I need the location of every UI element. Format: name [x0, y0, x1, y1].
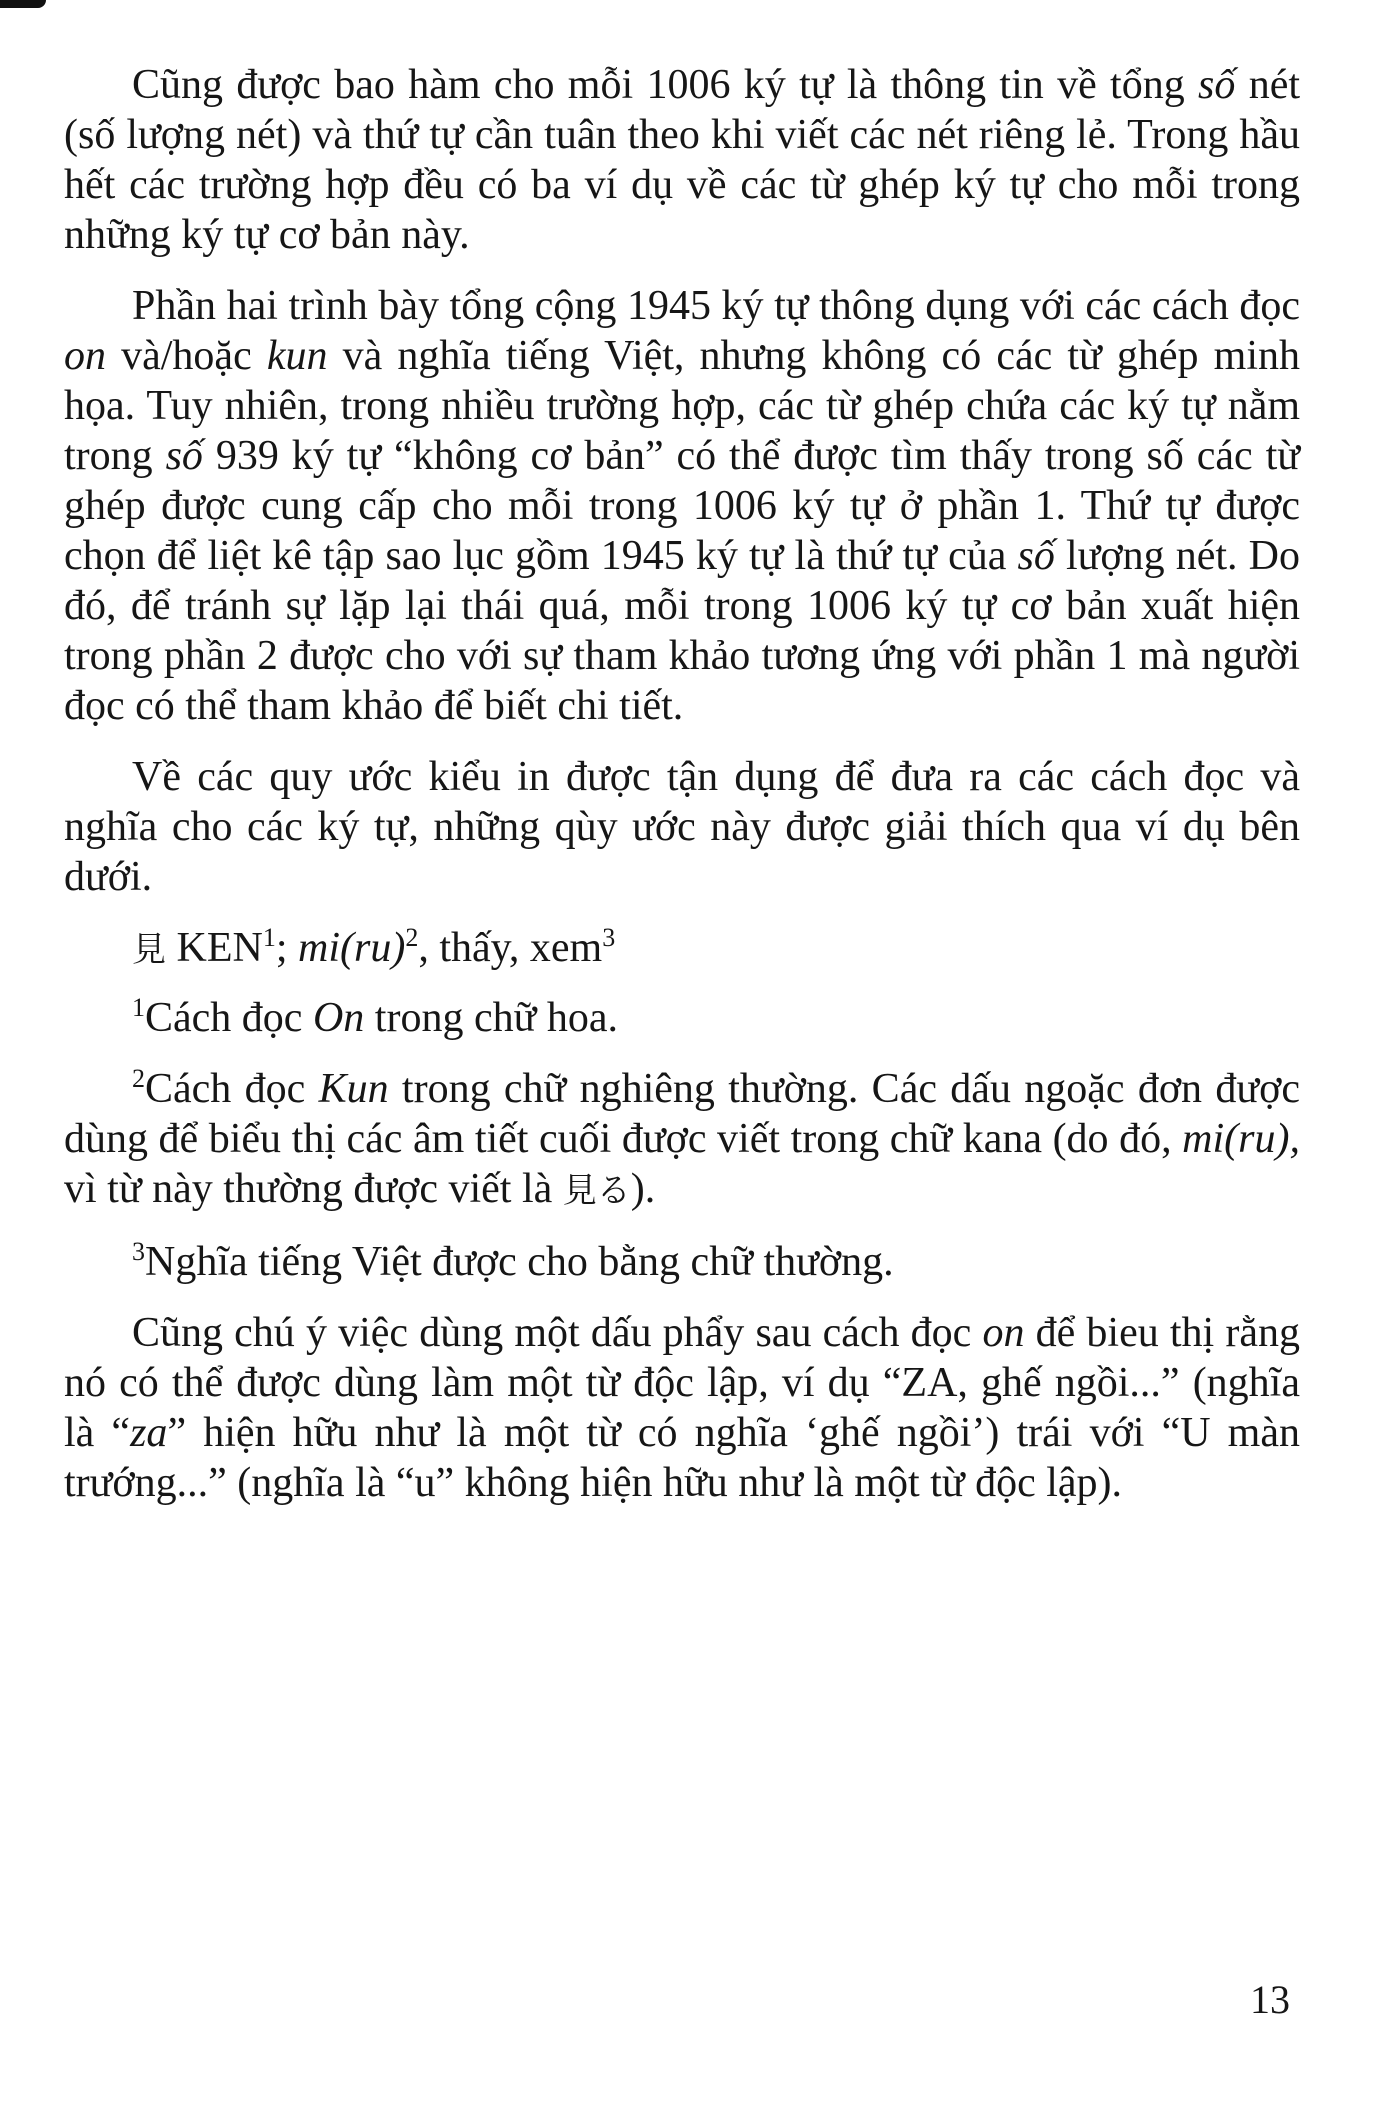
book-page [64, 60, 1300, 1529]
meaning: , thấy, xem [418, 925, 603, 971]
kun-reading: mi(ru) [298, 925, 406, 971]
footnote-2: $^2$Cách đọc Kun trong chữ nghiêng thường. Các dấu ngoặc đơn được dùng để biểu thị các âm tiết cuối được viết trong chữ kana (do đó, mi(ru), vì từ này thường được viết là 見る). [64, 1064, 1300, 1212]
example-entry: 見 KEN$^1$; mi(ru)$^2$, thấy, xem$^3$ [132, 923, 616, 971]
footnote-1: $^1$Cách đọc On trong chữ hoa. [132, 993, 618, 1041]
footnote-3: $^3$Nghĩa tiếng Việt được cho bằng chữ thường. [132, 1237, 894, 1285]
on-reading: KEN [176, 925, 263, 971]
paragraph-3: Về các quy ước kiểu in được tận dụng để đưa ra các cách đọc và nghĩa cho các ký tự, những qùy ước này được giải thích qua ví dụ bên dưới. [64, 754, 1300, 900]
paragraph-4: Cũng chú ý việc dùng một dấu phẩy sau cách đọc on để bieu thị rằng nó có thể được dùng làm một từ độc lập, ví dụ “ZA, ghế ngồi...” (nghĩa là “za” hiện hữu như là một từ có nghĩa ‘ghế ngồi’) trái với “U màn trướng...” (nghĩa là “u” không hiện hữu như là một từ độc lập). [64, 1310, 1300, 1506]
page-corner-mark [0, 0, 46, 8]
paragraph-1: Cũng được bao hàm cho mỗi 1006 ký tự là thông tin về tổng số nét (số lượng nét) và thứ tự cần tuân theo khi viết các nét riêng lẻ. Trong hầu hết các trường hợp đều có ba ví dụ về các từ ghép ký tự cho mỗi trong những ký tự cơ bản này. [64, 62, 1300, 258]
paragraph-2: Phần hai trình bày tổng cộng 1945 ký tự thông dụng với các cách đọc on và/hoặc kun và nghĩa tiếng Việt, nhưng không có các từ ghép minh họa. Tuy nhiên, trong nhiều trường hợp, các từ ghép chứa các ký tự nằm trong số 939 ký tự “không cơ bản” có thể được tìm thấy trong số các từ ghép được cung cấp cho mỗi trong 1006 ký tự ở phần 1. Thứ tự được chọn để liệt kê tập sao lục gồm 1945 ký tự là thứ tự của số lượng nét. Do đó, để tránh sự lặp lại thái quá, mỗi trong 1006 ký tự cơ bản xuất hiện trong phần 2 được cho với sự tham khảo tương ứng với phần 1 mà người đọc có thể tham khảo để biết chi tiết. [64, 283, 1301, 729]
page-number: 13 [1250, 1977, 1290, 2022]
example-kanji: 見 [132, 930, 166, 970]
